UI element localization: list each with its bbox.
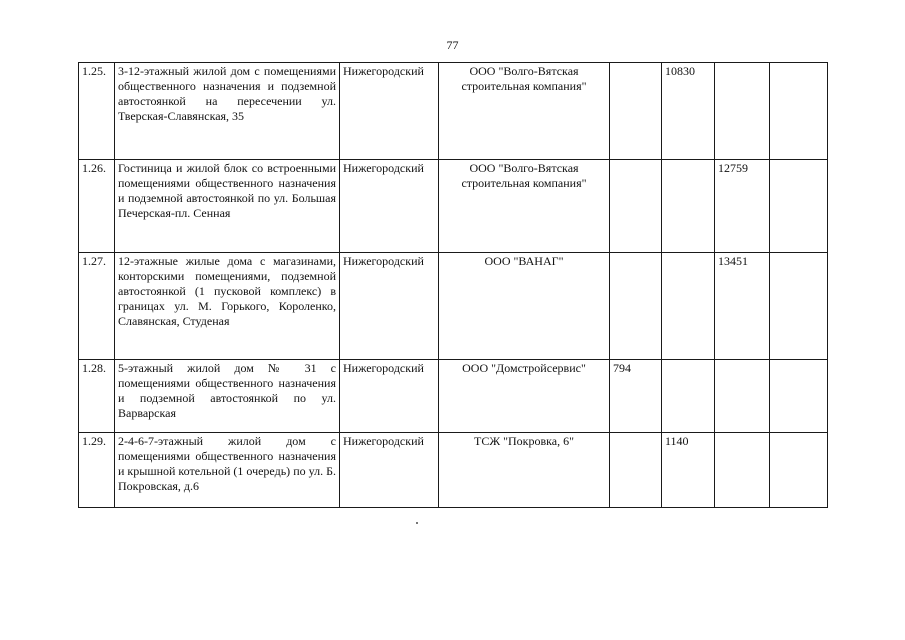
value-col-2 (662, 160, 715, 253)
organization: ООО "Волго-Вятская строительная компания" (439, 160, 610, 253)
organization: ООО "ВАНАГ" (439, 253, 610, 360)
value-col-4 (770, 160, 828, 253)
object-name: Гостиница и жилой блок со встроенными помещениями общественного назначения и подземной автостоянкой по ул. Большая Печерская-пл. Сенная (115, 160, 340, 253)
value-col-3 (715, 433, 770, 508)
value-col-2 (662, 360, 715, 433)
value-col-4 (770, 433, 828, 508)
table-row (79, 253, 828, 360)
value-col-2 (662, 253, 715, 360)
district: Нижегородский (340, 253, 439, 360)
value-col-1 (610, 433, 662, 508)
row-number: 1.25. (79, 63, 115, 160)
value-col-4 (770, 360, 828, 433)
table-row (79, 360, 828, 433)
organization: ООО "Домстройсервис" (439, 360, 610, 433)
value-col-4 (770, 253, 828, 360)
row-number: 1.26. (79, 160, 115, 253)
organization: ТСЖ "Покровка, 6" (439, 433, 610, 508)
district: Нижегородский (340, 433, 439, 508)
value-col-1: 794 (610, 360, 662, 433)
page-number: 77 (446, 38, 459, 52)
value-col-2: 10830 (662, 63, 715, 160)
value-col-1 (610, 63, 662, 160)
value-col-2: 1140 (662, 433, 715, 508)
object-name: 5-этажный жилой дом № 31 с помещениями общественного назначения и подземной автостоянкой по ул. Варварская (115, 360, 340, 433)
object-name: 12-этажные жилые дома с магазинами, конторскими помещениями, подземной автостоянкой (1 пусковой комплекс) в границах ул. М. Горького, Короленко, Славянская, Студеная (115, 253, 340, 360)
table-row (79, 160, 828, 253)
value-col-1 (610, 253, 662, 360)
value-col-3: 12759 (715, 160, 770, 253)
scan-speck (416, 522, 418, 524)
value-col-4 (770, 63, 828, 160)
table-row (79, 433, 828, 508)
row-number: 1.27. (79, 253, 115, 360)
value-col-1 (610, 160, 662, 253)
row-number: 1.28. (79, 360, 115, 433)
district: Нижегородский (340, 360, 439, 433)
value-col-3: 13451 (715, 253, 770, 360)
value-col-3 (715, 63, 770, 160)
district: Нижегородский (340, 63, 439, 160)
district: Нижегородский (340, 160, 439, 253)
value-col-3 (715, 360, 770, 433)
construction-table (78, 62, 828, 508)
row-number: 1.29. (79, 433, 115, 508)
object-name: 3-12-этажный жилой дом с помещениями общественного назначения и подземной автостоянкой на пересечении ул. Тверская-Славянская, 35 (115, 63, 340, 160)
table-row (79, 63, 828, 160)
organization: ООО "Волго-Вятская строительная компания" (439, 63, 610, 160)
object-name: 2-4-6-7-этажный жилой дом с помещениями общественного назначения и крышной котельной (1 очередь) по ул. Б. Покровская, д.6 (115, 433, 340, 508)
